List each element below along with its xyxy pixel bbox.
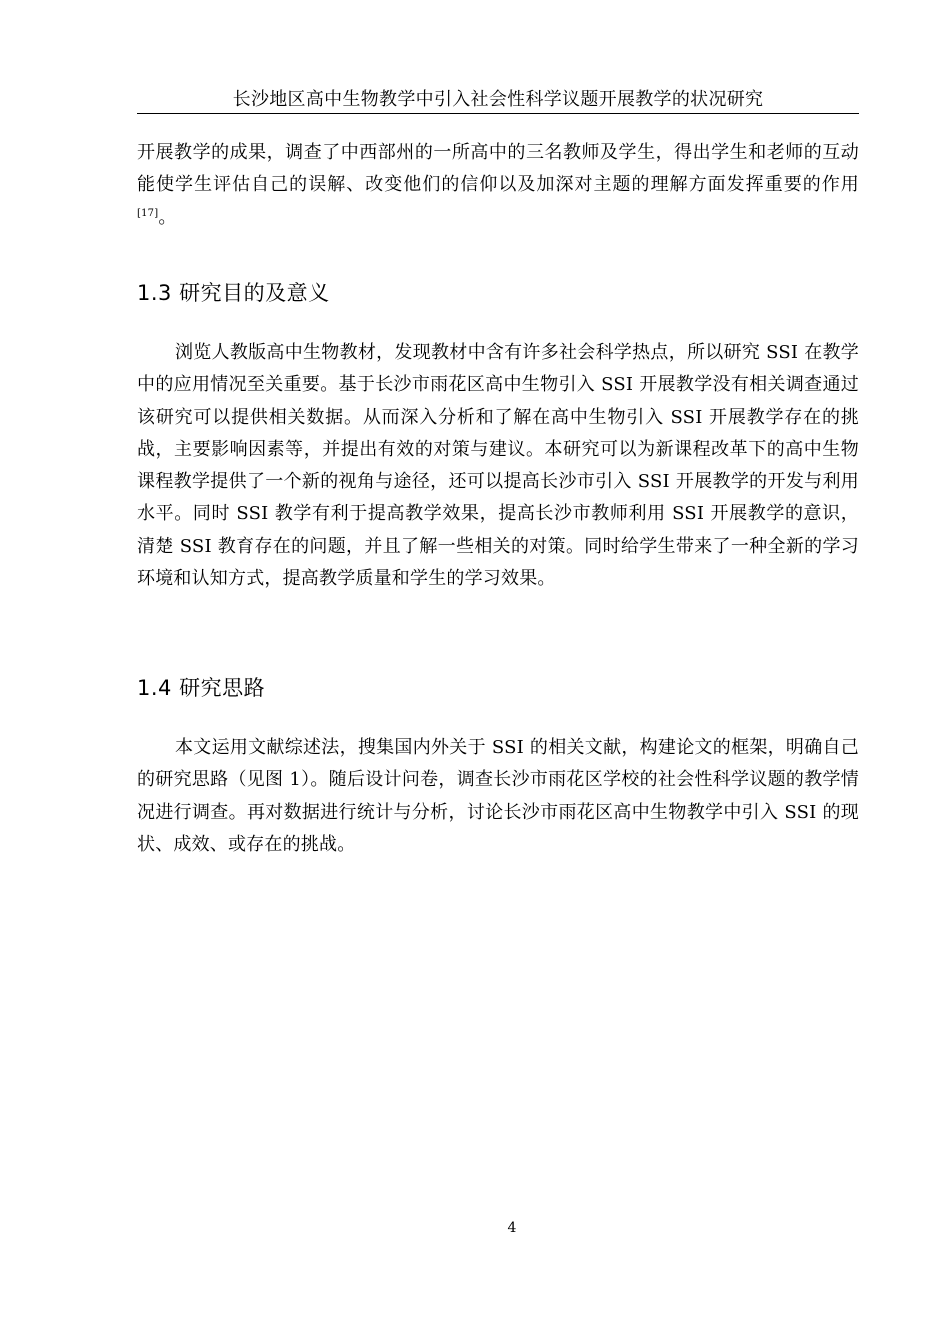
section-1-4-paragraph: 本文运用文献综述法，搜集国内外关于 SSI 的相关文献，构建论文的框架，明确自己的研究思路（见图 1）。随后设计问卷，调查长沙市雨花区学校的社会性科学议题的教学情况进行调查。再对数据进行统计与分析，讨论长沙市雨花区高中生物教学中引入 SSI 的现状、成效、或存在的挑战。 (137, 737, 859, 855)
paragraph-text: 开展教学的成果，调查了中西部州的一所高中的三名教师及学生，得出学生和老师的互动能使学生评估自己的误解、改变他们的信仰以及加深对主题的理解方面发挥重要的作用 (137, 142, 859, 196)
citation-marker: [17] (137, 207, 159, 219)
section-heading-1-3: 1.3 研究目的及意义 (137, 281, 330, 305)
section-heading-1-4: 1.4 研究思路 (137, 676, 266, 700)
section-1-3-paragraph: 浏览人教版高中生物教材，发现教材中含有许多社会科学热点，所以研究 SSI 在教学中的应用情况至关重要。基于长沙市雨花区高中生物引入 SSI 开展教学没有相关调查通过该研究可以提供相关数据。从而深入分析和了解在高中生物引入 SSI 开展教学存在的挑战，主要影响因素等，并提出有效的对策与建议。本研究可以为新课程改革下的高中生物课程教学提供了一个新的视角与途径，还可以提高长沙市引入 SSI 开展教学的开发与利用水平。同时 SSI 教学有利于提高教学效果，提高长沙市教师利用 SSI 开展教学的意识，清楚 SSI 教育存在的问题，并且了解一些相关的对策。同时给学生带来了一种全新的学习环境和认知方式，提高教学质量和学生的学习效果。 (137, 342, 859, 590)
page-number: 4 (507, 1220, 517, 1236)
paragraph-end: 。 (158, 206, 177, 228)
running-header: 长沙地区高中生物教学中引入社会性科学议题开展教学的状况研究 (232, 89, 764, 110)
header-divider (137, 113, 859, 114)
continued-paragraph (137, 137, 859, 234)
